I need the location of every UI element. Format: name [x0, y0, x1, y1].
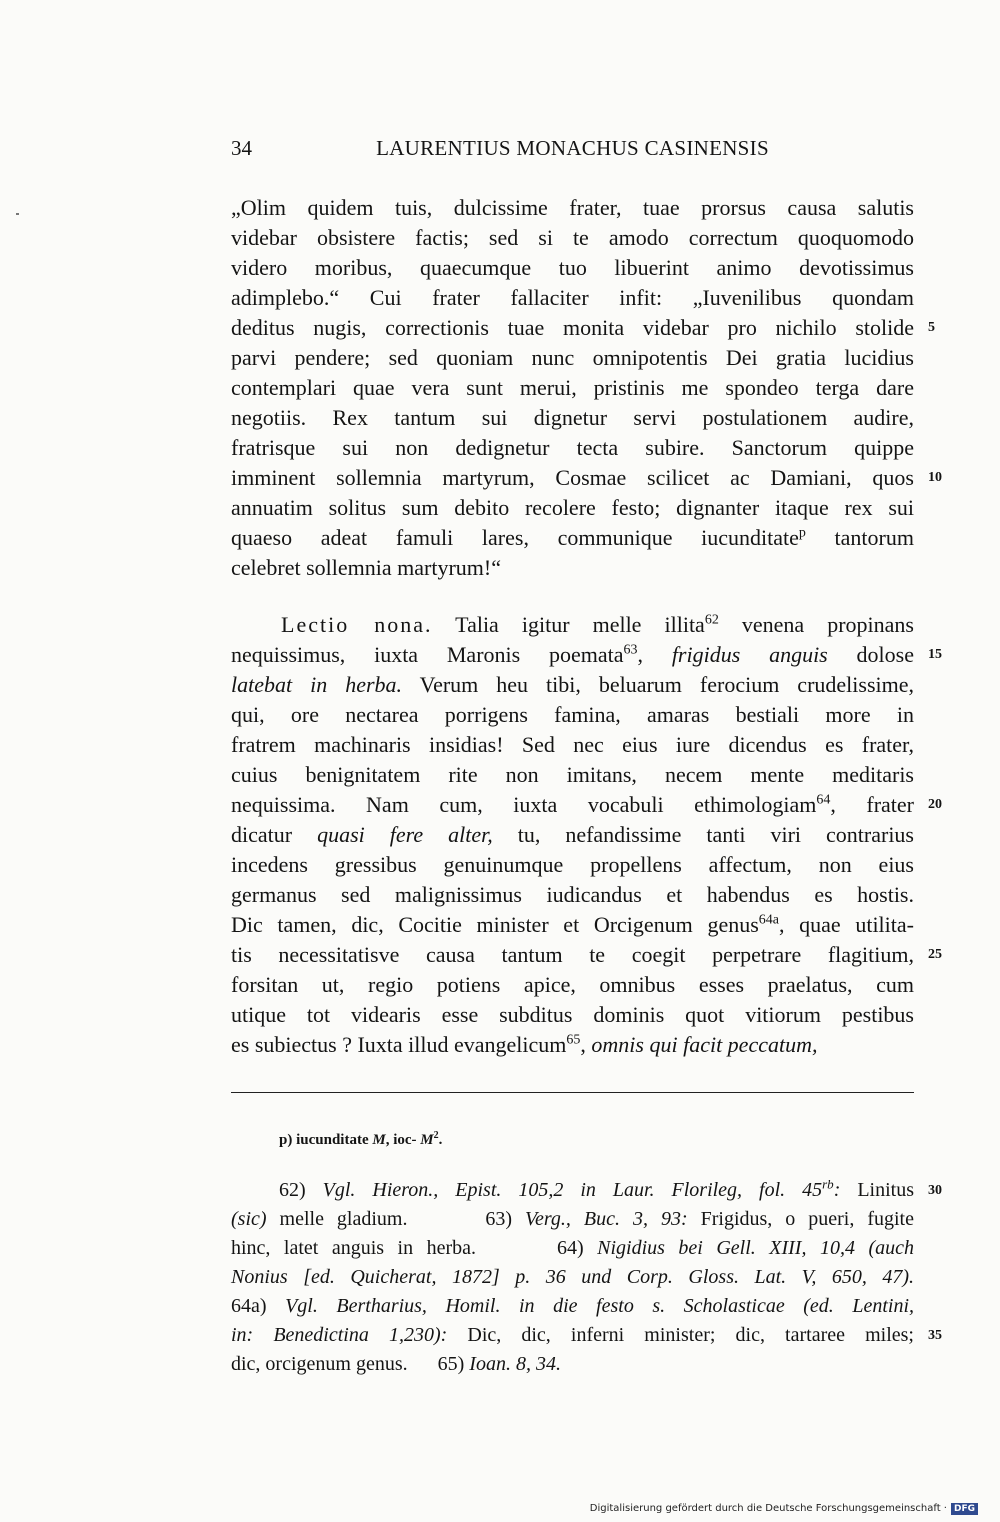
footnote-text: Vgl. Hieron., Epist. 105,2 in Laur. Florileg, fol. 45 — [322, 1179, 823, 1201]
line-text: quaeso adeat famuli lares, communique iucunditate — [231, 525, 799, 550]
footnote-line — [231, 1234, 914, 1263]
footnote-sup: rb — [822, 1176, 834, 1192]
footnote-line-number: 30 — [928, 1183, 942, 1198]
footnote-text: melle gladium. 63) — [266, 1208, 526, 1230]
text-line — [231, 850, 914, 880]
line-text: tu, nefandissime tanti viri contrarius — [492, 822, 914, 847]
line-text: qui, ore nectarea porrigens famina, amaras bestiali more in — [231, 702, 914, 727]
text-line — [231, 343, 914, 373]
italic-quote: omnis qui facit peccatum, — [591, 1032, 818, 1057]
footnote-ref: 65 — [566, 1032, 581, 1048]
footnote-ref: 63 — [623, 642, 638, 658]
footnote-text: (sic) — [231, 1208, 267, 1230]
running-title: LAURENTIUS MONACHUS CASINENSIS — [376, 136, 769, 160]
footnote-line — [231, 1205, 914, 1234]
line-number: 25 — [928, 947, 942, 962]
italic-quote: latebat in herba. — [231, 672, 403, 697]
line-text: imminent sollemnia martyrum, Cosmae scilicet ac Damiani, quos — [231, 465, 914, 490]
text-line — [231, 970, 914, 1000]
text-line — [231, 223, 914, 253]
line-text: , frater — [830, 792, 914, 817]
text-line — [231, 433, 914, 463]
line-text: contemplari quae vera sunt merui, pristinis me spondeo terga dare — [231, 375, 914, 400]
line-text: incedens gressibus genuinumque propellens affectum, non eius — [231, 852, 914, 877]
line-text: , — [580, 1032, 592, 1057]
page-number: 34 — [231, 136, 252, 160]
text-line — [231, 523, 914, 553]
text-line — [231, 700, 914, 730]
line-text: celebret sollemnia martyrum!“ — [231, 555, 501, 580]
apparatus-note: p) iucunditate M, ioc- $M^2$. — [279, 1130, 443, 1148]
text-line — [231, 730, 914, 760]
text-line — [231, 253, 914, 283]
footnote-text: Frigidus, o pueri, fugite — [687, 1208, 914, 1230]
footnote-text: Dic, dic, inferni minister; dic, tartaree miles; — [447, 1324, 914, 1346]
footnote-text: Linitus — [840, 1179, 914, 1201]
page-header — [231, 136, 914, 166]
text-line — [231, 553, 914, 583]
footnote-text: Ioan. 8, 34. — [469, 1353, 561, 1375]
line-text: dicatur — [231, 822, 318, 847]
text-line — [231, 940, 914, 970]
footnote-line-number: 35 — [928, 1328, 942, 1343]
line-text: fratrisque sui non dedignetur tecta subire. Sanctorum quippe — [231, 435, 914, 460]
footnote-rule — [231, 1092, 914, 1093]
line-text: tis necessitatisve causa tantum te coegit perpetrare flagitium, — [231, 942, 914, 967]
footnote-line — [231, 1350, 914, 1379]
text-line — [231, 640, 914, 670]
footnote-text: dic, orcigenum genus. 65) — [231, 1353, 470, 1375]
text-line — [231, 820, 914, 850]
line-number: 5 — [928, 320, 935, 335]
footnote-text: Verg., Buc. 3, 93: — [525, 1208, 688, 1230]
text-line — [231, 670, 914, 700]
line-text: nequissima. Nam cum, iuxta vocabuli ethimologiam — [231, 792, 817, 817]
line-text: annuatim solitus sum debito recolere festo; dignanter itaque rex sui — [231, 495, 914, 520]
line-text: videbar obsistere factis; sed si te amodo correctum quoquomodo — [231, 225, 914, 250]
text-line — [231, 790, 914, 820]
line-text: venena propinans — [718, 612, 914, 637]
footnote-text: : — [833, 1179, 841, 1201]
line-text: , quae utilita- — [779, 912, 914, 937]
italic-quote: quasi fere alter, — [317, 822, 493, 847]
line-text: deditus nugis, correctionis tuae monita videbar pro nichilo stolide — [231, 315, 914, 340]
footnote-line — [231, 1292, 914, 1321]
line-text: tantorum — [805, 525, 914, 550]
footnote-ref: 62 — [704, 612, 719, 628]
footnote-ref: 64 — [816, 792, 831, 808]
text-line — [231, 1000, 914, 1030]
line-text: Verum heu tibi, beluarum ferocium crudelissime, — [402, 672, 914, 697]
footnote-ref: 64a — [758, 912, 779, 928]
line-text: Dic tamen, dic, Cocitie minister et Orcigenum genus — [231, 912, 759, 937]
italic-quote: frigidus anguis — [671, 642, 828, 667]
footnote-text: hinc, latet anguis in herba. 64) — [231, 1237, 598, 1259]
lectio-heading: Lectio nona. — [281, 612, 433, 637]
footnote-text: 64a) — [231, 1295, 286, 1317]
line-text: forsitan ut, regio potiens apice, omnibus esses praelatus, cum — [231, 972, 914, 997]
line-text: dolose — [827, 642, 914, 667]
scan-speck — [16, 213, 19, 215]
text-line — [231, 463, 914, 493]
line-text: cuius benignitatem rite non imitans, necem mente meditaris — [231, 762, 914, 787]
text-line — [231, 193, 914, 223]
line-text: „Olim quidem tuis, dulcissime frater, tuae prorsus causa salutis — [231, 195, 914, 220]
text-line — [231, 373, 914, 403]
line-text: fratrem machinaris insidias! Sed nec eius iure dicendus es frater, — [231, 732, 914, 757]
footnote-text: Nigidius bei Gell. XIII, 10,4 (auch — [597, 1237, 914, 1259]
line-text: nequissimus, iuxta Maronis poemata — [231, 642, 624, 667]
line-text: adimplebo.“ Cui frater fallaciter infit: „Iuvenilibus quondam — [231, 285, 914, 310]
footnote-line — [231, 1321, 914, 1350]
text-line — [231, 760, 914, 790]
footnote-text: Vgl. Bertharius, Homil. in die festo s. Scholasticae (ed. Lentini, — [285, 1295, 914, 1317]
text-line — [231, 403, 914, 433]
footnote-text: in: Benedictina 1,230): — [231, 1324, 448, 1346]
line-text: Talia igitur melle illita — [432, 612, 705, 637]
line-text: parvi pendere; sed quoniam nunc omnipotentis Dei gratia lucidius — [231, 345, 914, 370]
footnote-text: Nonius [ed. Quicherat, 1872] p. 36 und Corp. Gloss. Lat. V, 650, 47). — [231, 1266, 914, 1288]
line-text: utique tot videaris esse subditus dominis quot vitiorum pestibus — [231, 1002, 914, 1027]
line-number: 20 — [928, 797, 942, 812]
digitization-notice: Digitalisierung gefördert durch die Deutsche Forschungsgemeinschaft · DFG — [590, 1503, 978, 1515]
line-number: 15 — [928, 647, 942, 662]
dfg-logo: DFG — [951, 1503, 978, 1515]
text-line — [231, 313, 914, 343]
footnote-line — [231, 1263, 914, 1292]
line-number: 10 — [928, 470, 942, 485]
footnote-text: 62) — [279, 1179, 323, 1201]
line-text: germanus sed malignissimus iudicandus et habendus es hostis. — [231, 882, 914, 907]
footnote-line — [231, 1176, 914, 1205]
footnote-ref: p — [798, 525, 806, 541]
line-text: videro moribus, quaecumque tuo libuerint animo devotissimus — [231, 255, 914, 280]
text-line — [231, 910, 914, 940]
text-line — [231, 283, 914, 313]
line-text: negotiis. Rex tantum sui dignetur servi postulationem audire, — [231, 405, 914, 430]
text-line — [231, 610, 914, 640]
line-text: es subiectus ? Iuxta illud evangelicum — [231, 1032, 567, 1057]
text-line — [231, 493, 914, 523]
text-line — [231, 880, 914, 910]
line-text: , — [637, 642, 672, 667]
text-line — [231, 1030, 914, 1060]
